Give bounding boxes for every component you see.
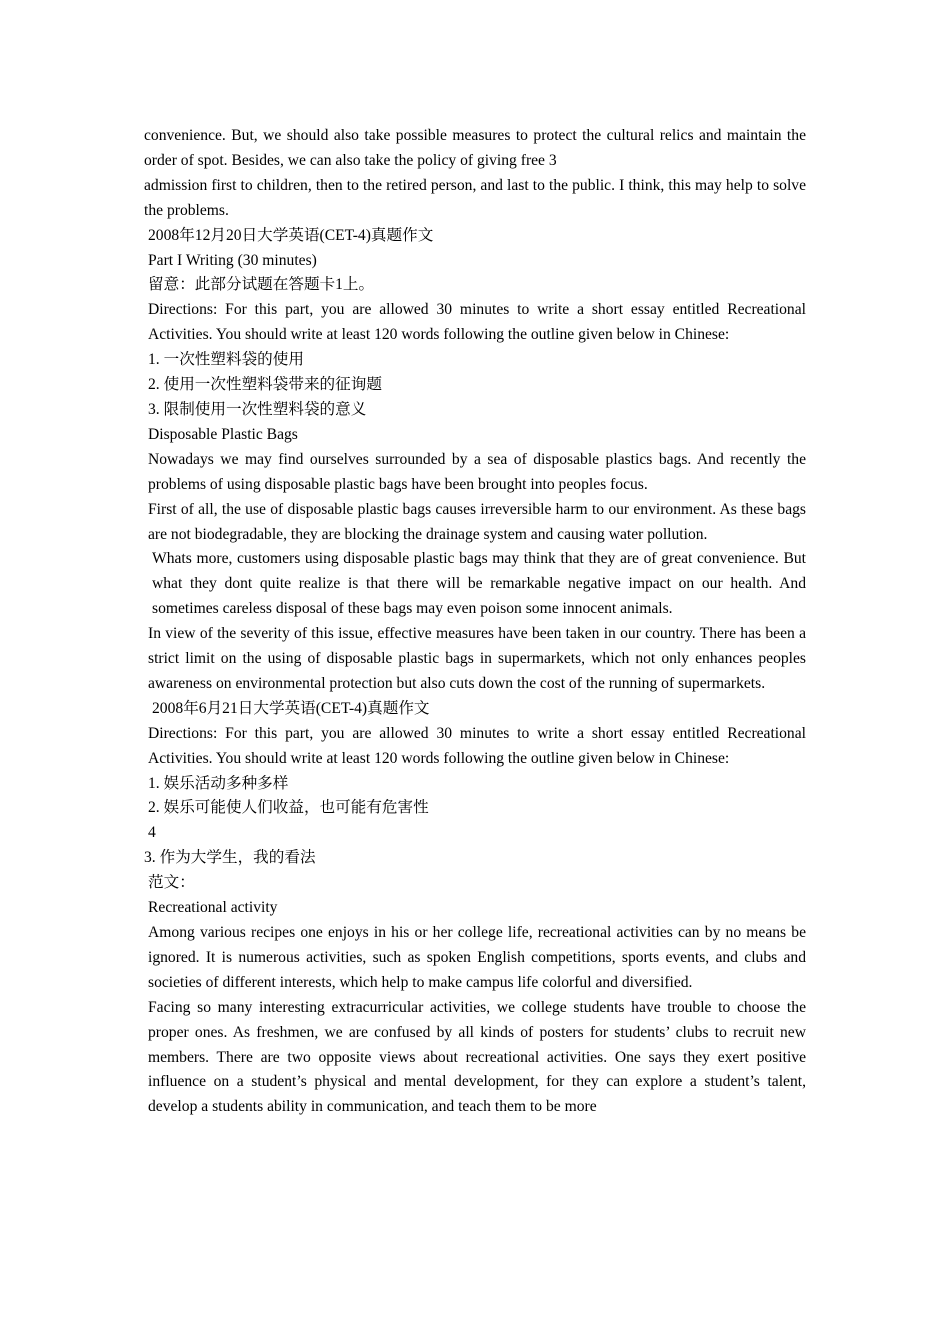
directions-2: Directions: For this part, you are allowed 30 minutes to write a short essay entitled Recreational Activities. You should write at least 120 words following the outline given below in Chinese: bbox=[148, 724, 806, 767]
directions-1: Directions: For this part, you are allowed 30 minutes to write a short essay entitled Recreational Activities. You should write at least 120 words following the outline given below in Chinese: bbox=[148, 301, 806, 344]
exam-heading-jun-2008: 2008年6月21日大学英语(CET-4)真题作文 bbox=[152, 699, 430, 717]
outline-item-1: 1. 一次性塑料袋的使用 bbox=[148, 351, 304, 369]
essay-1-paragraph-4: In view of the severity of this issue, effective measures have been taken in our country. There has been a strict limit on the using of disposable plastic bags in supermarkets, which not only enhances peoples awareness on environmental protection but also cuts down the cost of the running of supermarkets. bbox=[148, 625, 806, 692]
outline-item-4: 1. 娱乐活动多种多样 bbox=[148, 774, 289, 792]
paragraph-continued-1: convenience. But, we should also take possible measures to protect the cultural relics and maintain the order of spot. Besides, we can also take the policy of giving free 3 bbox=[144, 127, 806, 169]
exam-heading-dec-2008: 2008年12月20日大学英语(CET-4)真题作文 bbox=[148, 226, 434, 244]
outline-item-2: 2. 使用一次性塑料袋带来的征询题 bbox=[148, 376, 382, 394]
essay-1-paragraph-1: Nowadays we may find ourselves surrounded by a sea of disposable plastics bags. And recently the problems of using disposable plastic bags have been brought into peoples focus. bbox=[148, 450, 806, 493]
essay-2-paragraph-2: Facing so many interesting extracurricular activities, we college students have trouble to choose the proper ones. As freshmen, we are confused by all kinds of posters for students’ clubs to recruit new members. There are two opposite views about recreational activities. One says they exert positive influence on a student’s physical and mental development, for they can explore a student’s talent, develop a students ability in communication, and teach them to be more bbox=[148, 998, 806, 1116]
essay-title-2: Recreational activity bbox=[148, 899, 278, 917]
sample-label: 范文： bbox=[148, 874, 195, 892]
part-heading: Part I Writing (30 minutes) bbox=[148, 251, 317, 269]
essay-1-paragraph-3: Whats more, customers using disposable plastic bags may think that they are of great convenience. But what they dont quite realize is that there will be remarkable negative impact on our health. And sometimes careless disposal of these bags may even poison some innocent animals. bbox=[152, 550, 806, 618]
essay-1-paragraph-2: First of all, the use of disposable plastic bags causes irreversible harm to our environment. As these bags are not biodegradable, they are blocking the drainage system and causing water pollution. bbox=[148, 500, 806, 543]
document-page bbox=[144, 124, 806, 1120]
outline-item-6: 3. 作为大学生，我的看法 bbox=[144, 849, 316, 867]
paragraph-continued-2: admission first to children, then to the retired person, and last to the public. I think, this may help to solve the problems. bbox=[144, 176, 806, 219]
essay-title-1: Disposable Plastic Bags bbox=[148, 425, 298, 443]
outline-item-3: 3. 限制使用一次性塑料袋的意义 bbox=[148, 400, 367, 418]
essay-2-paragraph-1: Among various recipes one enjoys in his or her college life, recreational activities can by no means be ignored. It is numerous activities, such as spoken English competitions, sports events, and clubs and societies of different interests, which help to make campus life colorful and diversified. bbox=[148, 924, 806, 991]
outline-item-5: 2. 娱乐可能使人们收益，也可能有危害性 bbox=[148, 799, 429, 817]
page-number: 4 bbox=[148, 824, 156, 842]
answer-sheet-note: 留意：此部分试题在答题卡1上。 bbox=[148, 276, 375, 294]
